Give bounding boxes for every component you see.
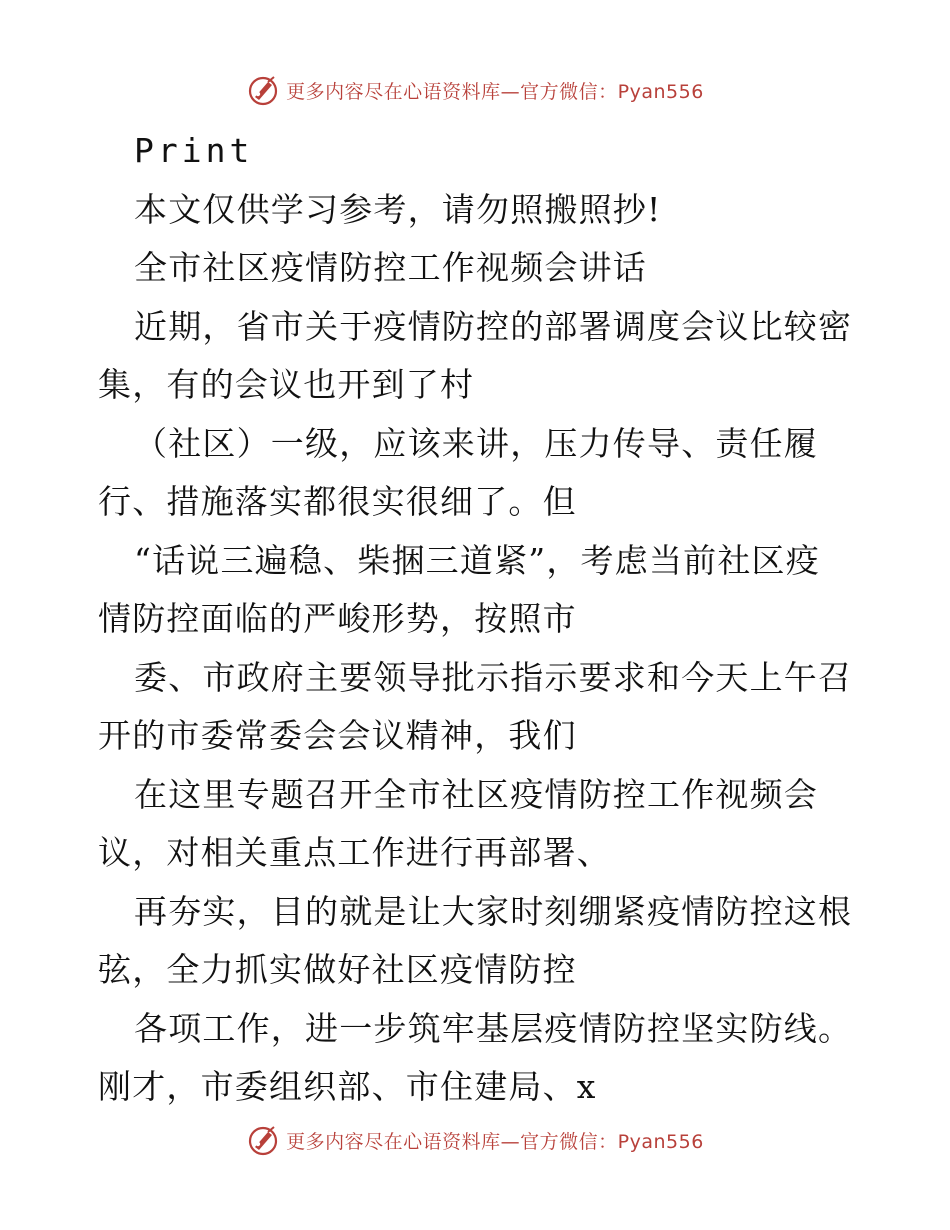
text-line: 刚才，市委组织部、市住建局、x bbox=[98, 1067, 597, 1106]
header-watermark bbox=[0, 68, 950, 112]
text-line: 弦，全力抓实做好社区疫情防控 bbox=[98, 950, 577, 989]
text-line: “话说三遍稳、柴捆三道紧”，考虑当前社区疫 bbox=[134, 540, 820, 580]
text-line: （社区）一级，应该来讲，压力传导、责任履 bbox=[134, 423, 818, 463]
text-line: 情防控面临的严峻形势，按照市 bbox=[98, 599, 577, 638]
watermark-text: 更多内容尽在心语资料库—官方微信：Pyan556 bbox=[286, 1130, 704, 1153]
text-line: 行、措施落实都很实很细了。但 bbox=[98, 482, 577, 521]
text-line: 委、市政府主要领导批示指示要求和今天上午召 bbox=[134, 657, 853, 697]
text-line: Print bbox=[134, 131, 254, 170]
quill-pen-logo-icon bbox=[246, 1123, 280, 1157]
text-line: 近期，省市关于疫情防控的部署调度会议比较密 bbox=[134, 306, 853, 346]
text-line: 开的市委常委会会议精神，我们 bbox=[98, 716, 577, 755]
document-body bbox=[98, 122, 858, 1117]
text-line: 在这里专题召开全市社区疫情防控工作视频会 bbox=[134, 774, 818, 814]
text-line: 本文仅供学习参考，请勿照搬照抄! bbox=[134, 189, 662, 229]
text-line: 全市社区疫情防控工作视频会讲话 bbox=[134, 248, 647, 287]
quill-pen-logo-icon bbox=[246, 73, 280, 107]
text-line: 集，有的会议也开到了村 bbox=[98, 365, 475, 404]
footer-watermark bbox=[0, 1118, 950, 1162]
watermark-text: 更多内容尽在心语资料库—官方微信：Pyan556 bbox=[286, 80, 704, 103]
text-line: 议，对相关重点工作进行再部署、 bbox=[98, 833, 611, 872]
text-line: 再夯实，目的就是让大家时刻绷紧疫情防控这根 bbox=[134, 891, 853, 931]
text-line: 各项工作，进一步筑牢基层疫情防控坚实防线。 bbox=[134, 1008, 853, 1048]
